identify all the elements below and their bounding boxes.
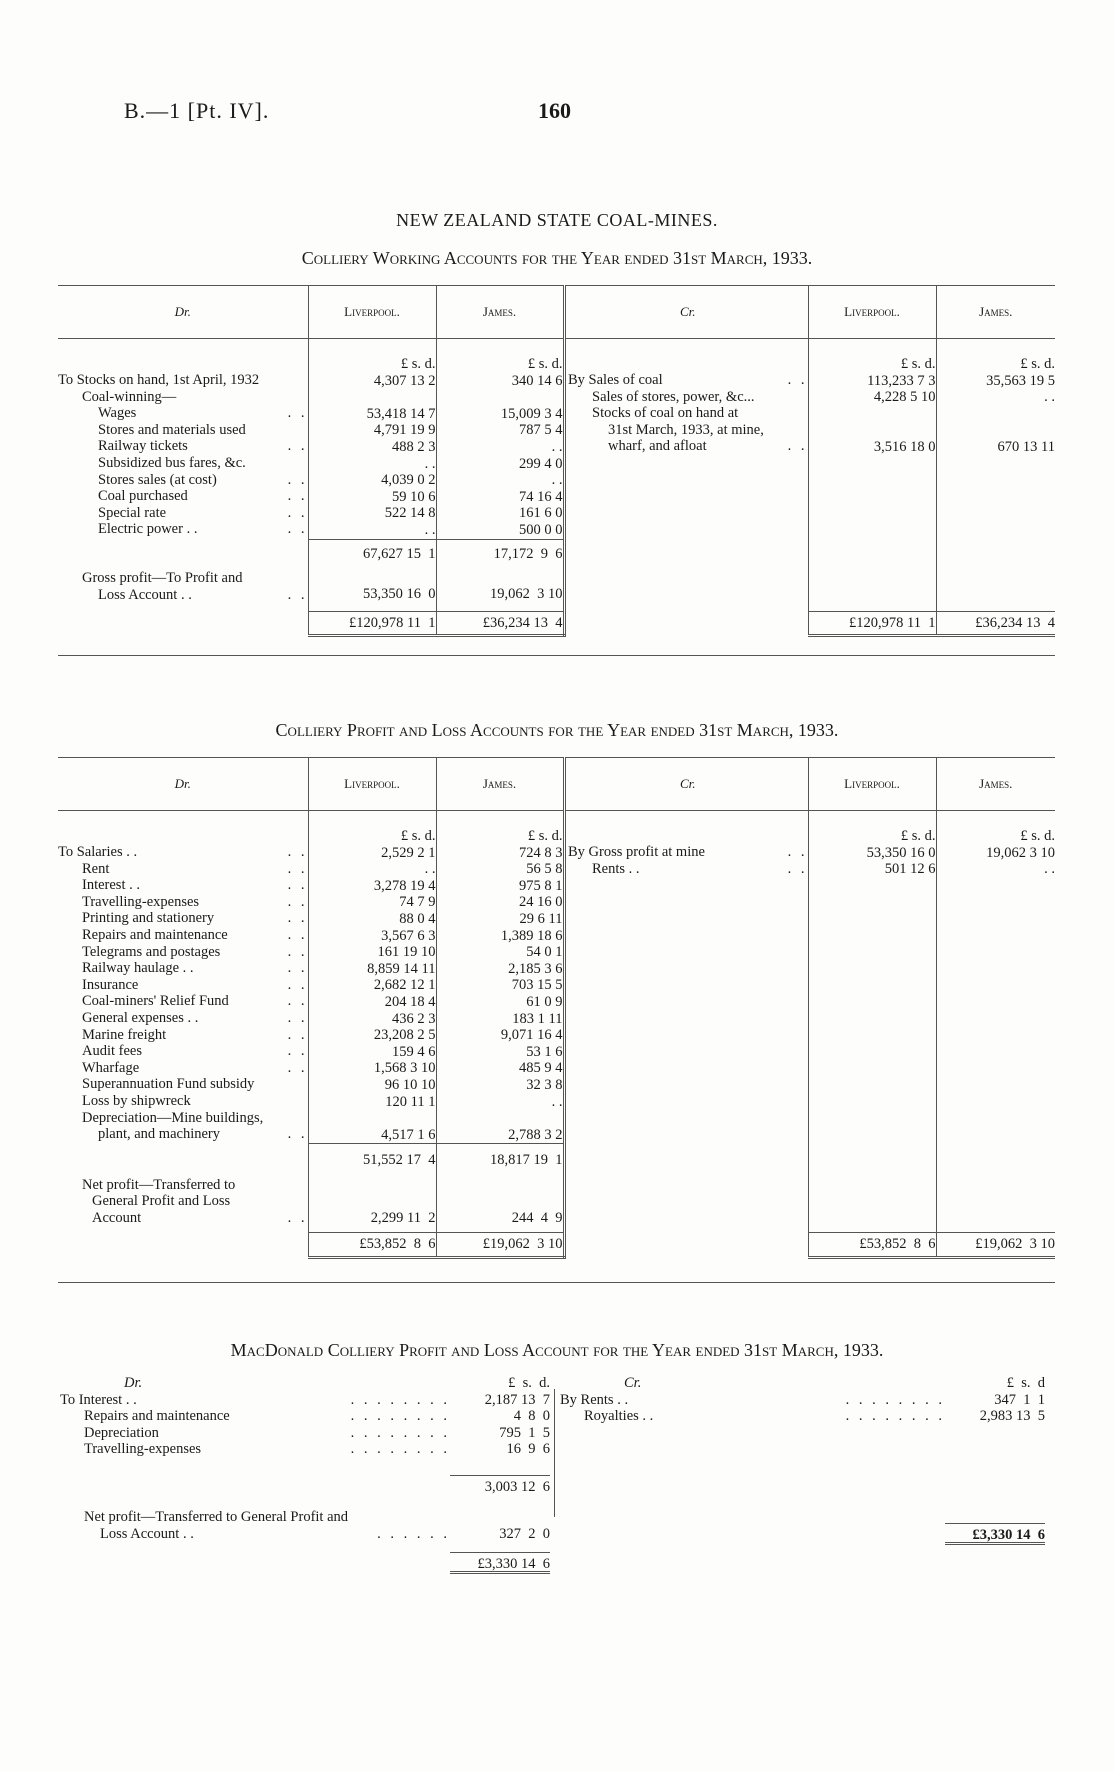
pl-cr-james [936,811,1055,1144]
working-dr-lines-james-value: 74 16 4 [519,488,563,505]
working-table-bottom-rule [58,655,1055,656]
pl-dr_lines-line: Superannuation Fund subsidy [82,1076,255,1093]
pl-dr-liverpool [308,811,436,1144]
pl-dr-lines-liverpool-value: 204 18 4 [384,993,436,1010]
liverpool-header: Liverpool. [308,286,436,339]
pl-subtotal-liverpool: 51,552 17 4 [308,1144,436,1177]
liverpool-header: Liverpool. [308,758,436,811]
macdonald-dr-side: Dr. £ s. d. To Interest . . . . . . . . . . 2,187 13 7 Repairs and maintenance . . . . . . . . 4 8 0 Depreciation . . . . . . . . 795 1 5 Travelling-expenses . . . . . . . . 16 9 6 3,003 12 6 Net profit—Transferred to General Profit and Loss Account . . . . . . . . 327 2 0 £3,330 14 6 [60,1375,550,1573]
lsd-header: £ s. d. [1020,828,1055,844]
pl-dr-lines-james-value: 54 0 1 [526,944,563,961]
working-cr_lines-line: By Sales of coal . . [568,372,808,388]
working-cr-lines-liverpool-value: 4,228 5 10 [873,389,936,406]
working-subtotal-liverpool: 67,627 15 1 [308,539,436,570]
pl-dr-lines-james-value: 32 3 8 [526,1076,563,1093]
working-dr-lines-james-value: 787 5 4 [519,422,563,439]
working-total-liverpool: £120,978 11 1 [308,611,436,636]
working-cr-lines-liverpool-value: 113,233 7 3 [867,372,936,389]
macdonald-dr-lines-line: Repairs and maintenance . . . . . . . . 4 8 0 [84,1408,550,1425]
pl-dr_lines-line: Printing and stationery . . [82,910,308,927]
working-dr-lines-liverpool-value: 4,307 13 2 [373,372,436,389]
working-dr-lines-james-value: 340 14 6 [511,372,563,389]
working-dr_lines-line: Electric power . . . . [98,521,308,538]
lsd-header: £ s. d. [527,828,563,844]
pl-total-liverpool: £53,852 8 6 [308,1233,436,1258]
pl-dr-lines-james-value: 24 16 0 [519,894,563,911]
working-gross-profit-james: 19,062 3 10 [436,570,564,611]
macdonald-divider [554,1389,555,1517]
pl-cr-lines [568,811,808,1144]
pl-cr_lines-line: By Gross profit at mine . . [568,844,808,860]
james-header: James. [936,286,1055,339]
james-header: James. [436,286,564,339]
pl-dr_lines-line: Insurance . . [82,976,308,993]
working-cr-total-liverpool: £120,978 11 1 [808,611,936,636]
working-dr_lines-line: Railway tickets . . [98,438,308,455]
working-cr_lines-line: Sales of stores, power, &c... [592,388,755,405]
pl-dr_lines-line: Depreciation—Mine buildings, [82,1109,264,1126]
working-cr-lines-james-value [937,406,1056,423]
working-dr-lines-james-value [437,389,563,406]
pl-dr-lines-liverpool-value: 8,859 14 11 [367,960,436,977]
macdonald-title: MacDonald Colliery Profit and Loss Account for the Year ended 31st March, 1933. [230,1340,884,1360]
pl-dr-lines-liverpool-value: 3,567 6 3 [381,927,436,944]
working-cr-lines-liverpool-value [809,406,936,423]
working-dr-lines-james-value: 15,009 3 4 [500,405,563,422]
pl-dr-lines-liverpool-value: 159 4 6 [392,1043,436,1060]
macdonald-dr-lines-line: To Interest . . . . . . . . . . 2,187 13 7 [60,1391,550,1408]
macdonald-cr-lines-line: Royalties . . . . . . . . . . 2,983 13 5 [584,1408,1045,1425]
lsd-header: £ s. d. [400,356,436,372]
working-dr_lines-line: To Stocks on hand, 1st April, 1932 [58,372,260,388]
pl-dr-lines-liverpool-value: . . [424,861,436,878]
working-dr-james [436,339,564,540]
pl-dr-lines-james-value: 61 0 9 [526,993,563,1010]
pl-dr_lines-line: To Salaries . . . . [58,844,308,860]
working-dr-lines-liverpool-value: . . [424,455,436,472]
working-dr_lines-line: Stores sales (at cost) . . [98,471,308,488]
pl-cr_lines-line: Rents . . . . [592,860,808,877]
working-dr_lines-line: Coal-winning— [82,388,177,405]
macdonald-net-profit-label-2: Loss Account . . [100,1525,194,1542]
james-header: James. [436,758,564,811]
working-dr-lines-liverpool-value: 53,418 14 7 [366,405,436,422]
pl-cr-lines-liverpool-value: 501 12 6 [884,861,936,878]
working-dr-lines-liverpool-value: . . [424,521,436,538]
working-dr-lines-liverpool-value: 522 14 8 [384,505,436,522]
working-gross-profit-liverpool: 53,350 16 0 [308,570,436,611]
pl-dr-lines-liverpool-value: 161 19 10 [377,944,436,961]
working-dr_lines-line: Special rate . . [98,504,308,521]
pl-dr-lines-liverpool-value: 1,568 3 10 [373,1060,436,1077]
working-cr_lines-line: Stocks of coal on hand at [592,405,739,422]
working-dr_lines-line: Wages . . [98,405,308,422]
header-reference: B.—1 [Pt. IV]. [124,98,270,123]
lsd-header: £ s. d. [508,1375,550,1391]
pl-dr-lines-liverpool-value: 3,278 19 4 [373,877,436,894]
pl-dr_lines-line: Railway haulage . . . . [82,960,308,977]
pl-dr-lines-liverpool-value: 4,517 1 6 [381,1126,436,1143]
pl-dr-lines-liverpool-value: 96 10 10 [384,1076,436,1093]
macdonald-net-profit-label: Net profit—Transferred to General Profit and [84,1508,349,1525]
lsd-header: £ s. d. [1020,356,1055,372]
working-cr-lines-james-value: . . [1044,389,1055,406]
working-dr-lines-james-value: . . [551,438,563,455]
macdonald-subtotal: 3,003 12 6 [450,1475,550,1495]
page-number: 160 [538,98,571,123]
lsd-header: £ s. d [1006,1375,1045,1391]
pl-dr_lines-line: Repairs and maintenance . . [82,926,308,943]
macdonald-cr-total: £3,330 14 6 [945,1523,1045,1545]
pl-dr-lines-liverpool-value [309,1110,436,1127]
working-gross-profit-label: Gross profit—To Profit and Loss Account . . . . [82,570,308,603]
dr-label: Dr. [174,303,191,319]
pl-dr-lines-liverpool-value: 88 0 4 [399,910,436,927]
pl-subtotal-james: 18,817 19 1 [436,1144,564,1177]
working-cr-lines-james-value [937,422,1056,439]
working-cr_lines-line: wharf, and afloat . . [608,438,808,455]
lsd-header: £ s. d. [527,356,563,372]
working-dr-lines-james-value: 161 6 0 [519,505,563,522]
pl-dr-lines-liverpool-value: 436 2 3 [392,1010,436,1027]
pl-dr_lines-line: Audit fees . . [82,1043,308,1060]
pl-dr-lines-liverpool-value: 23,208 2 5 [373,1027,436,1044]
pl-dr-lines-james-value: 724 8 3 [519,844,563,861]
macdonald-dr-lines-line: Depreciation . . . . . . . . 795 1 5 [84,1424,550,1441]
pl-cr-lines-james-value: 19,062 3 10 [986,844,1055,861]
pl-dr-lines-james-value: 9,071 16 4 [500,1027,563,1044]
pl-dr_lines-line: Rent . . [82,860,308,877]
working-cr-total-james: £36,234 13 4 [936,611,1055,636]
pl-dr_lines-line: Wharfage . . [82,1059,308,1076]
macdonald-net-profit-value: 327 2 0 [499,1525,550,1542]
working-cr-lines-liverpool-value: 3,516 18 0 [873,438,936,455]
pl-dr-lines-liverpool-value: 120 11 1 [385,1093,436,1110]
pl-dr-lines-james-value: 53 1 6 [526,1043,563,1060]
pl-dr_lines-line: Marine freight . . [82,1026,308,1043]
cr-label: Cr. [679,775,696,791]
working-dr-lines [58,339,308,540]
pl-net-profit-liverpool: 2,299 11 2 [308,1177,436,1233]
working-dr-lines-james-value: 500 0 0 [519,521,563,538]
liverpool-header: Liverpool. [808,286,936,339]
working-dr-lines-james-value: 299 4 0 [519,455,563,472]
working-cr-lines [568,339,808,540]
working-dr-lines-liverpool-value: 59 10 6 [392,488,436,505]
working-subtotal-james: 17,172 9 6 [436,539,564,570]
macdonald-total: £3,330 14 6 [450,1552,550,1574]
dr-label: Dr. [124,1375,143,1391]
pl-cr-liverpool [808,811,936,1144]
pl-total-james: £19,062 3 10 [436,1233,564,1258]
working-dr_lines-line: Coal purchased . . [98,488,308,505]
working-dr_lines-line: Stores and materials used [98,421,246,438]
macdonald-dr-lines-line: Travelling-expenses . . . . . . . . 16 9 6 [84,1441,550,1458]
pl-cr-lines-james-value: . . [1044,861,1055,878]
pl-cr-total-liverpool: £53,852 8 6 [808,1233,936,1258]
liverpool-header: Liverpool. [808,758,936,811]
pl-dr_lines-line: plant, and machinery . . [98,1126,308,1143]
lsd-header: £ s. d. [900,356,936,372]
james-header: James. [936,758,1055,811]
pl-dr-lines-james-value: 2,788 3 2 [508,1126,563,1143]
working-dr-lines-liverpool-value: 4,791 19 9 [373,422,436,439]
pl-cr-total-james: £19,062 3 10 [936,1233,1055,1258]
working-dr-liverpool [308,339,436,540]
cr-label: Cr. [624,1375,642,1391]
pl-dr-lines-james-value: 29 6 11 [519,910,563,927]
pl-dr-lines-liverpool-value: 74 7 9 [399,894,436,911]
pl-dr_lines-line: Travelling-expenses . . [82,893,308,910]
pl-dr-lines-james-value: . . [551,1093,563,1110]
pl-dr-lines-james-value: 1,389 18 6 [500,927,563,944]
macdonald-cr-lines-line: By Rents . . . . . . . . . . 347 1 1 [560,1391,1045,1408]
pl-dr_lines-line: Telegrams and postages . . [82,943,308,960]
working-dr-lines-liverpool-value: 4,039 0 2 [381,472,436,489]
pl-dr-lines-james-value [437,1110,563,1127]
pl-accounts-title: Colliery Profit and Loss Accounts for the Year ended 31st March, 1933. [275,720,839,740]
working-dr-lines-liverpool-value [309,389,436,406]
working-dr_lines-line: Subsidized bus fares, &c. [98,454,246,471]
pl-dr-lines-james-value: 183 1 11 [512,1010,563,1027]
pl-dr-lines-james-value: 56 5 8 [526,861,563,878]
pl-dr-lines-james-value: 485 9 4 [519,1060,563,1077]
working-accounts-table [58,285,1055,637]
pl-table-bottom-rule [58,1282,1055,1283]
pl-dr_lines-line: Loss by shipwreck [82,1092,191,1109]
lsd-header: £ s. d. [400,828,436,844]
working-cr-lines-james-value: 35,563 19 5 [986,372,1055,389]
main-title: NEW ZEALAND STATE COAL-MINES. [396,210,718,230]
pl-dr-lines-james-value: 2,185 3 6 [508,960,563,977]
pl-dr-james [436,811,564,1144]
pl-dr_lines-line: Interest . . . . [82,877,308,894]
working-accounts-title: Colliery Working Accounts for the Year ended 31st March, 1933. [301,248,813,268]
working-dr-lines-james-value: . . [551,472,563,489]
working-cr-james [936,339,1055,540]
working-cr-lines-liverpool-value [809,422,936,439]
working-cr-lines-james-value: 670 13 11 [997,438,1055,455]
pl-cr-lines-liverpool-value: 53,350 16 0 [866,844,936,861]
pl-dr-lines-liverpool-value: 2,682 12 1 [373,977,436,994]
working-cr_lines-line: 31st March, 1933, at mine, [608,421,764,438]
pl-dr_lines-line: Coal-miners' Relief Fund . . [82,993,308,1010]
pl-dr-lines-james-value: 975 8 1 [519,877,563,894]
dr-label: Dr. [174,775,191,791]
pl-net-profit-james: 244 4 9 [436,1177,564,1233]
pl-dr-lines-james-value: 703 15 5 [511,977,563,994]
pl-accounts-table [58,757,1055,1259]
cr-label: Cr. [679,303,696,319]
working-cr-liverpool [808,339,936,540]
working-total-james: £36,234 13 4 [436,611,564,636]
lsd-header: £ s. d. [900,828,936,844]
pl-dr-lines-liverpool-value: 2,529 2 1 [381,844,436,861]
macdonald-cr-side [560,1375,1045,1543]
pl-dr-lines [58,811,308,1144]
working-dr-lines-liverpool-value: 488 2 3 [392,438,436,455]
pl-dr_lines-line: General expenses . . . . [82,1009,308,1026]
pl-net-profit-label: Net profit—Transferred to General Profit and Loss Account . . [82,1176,308,1227]
